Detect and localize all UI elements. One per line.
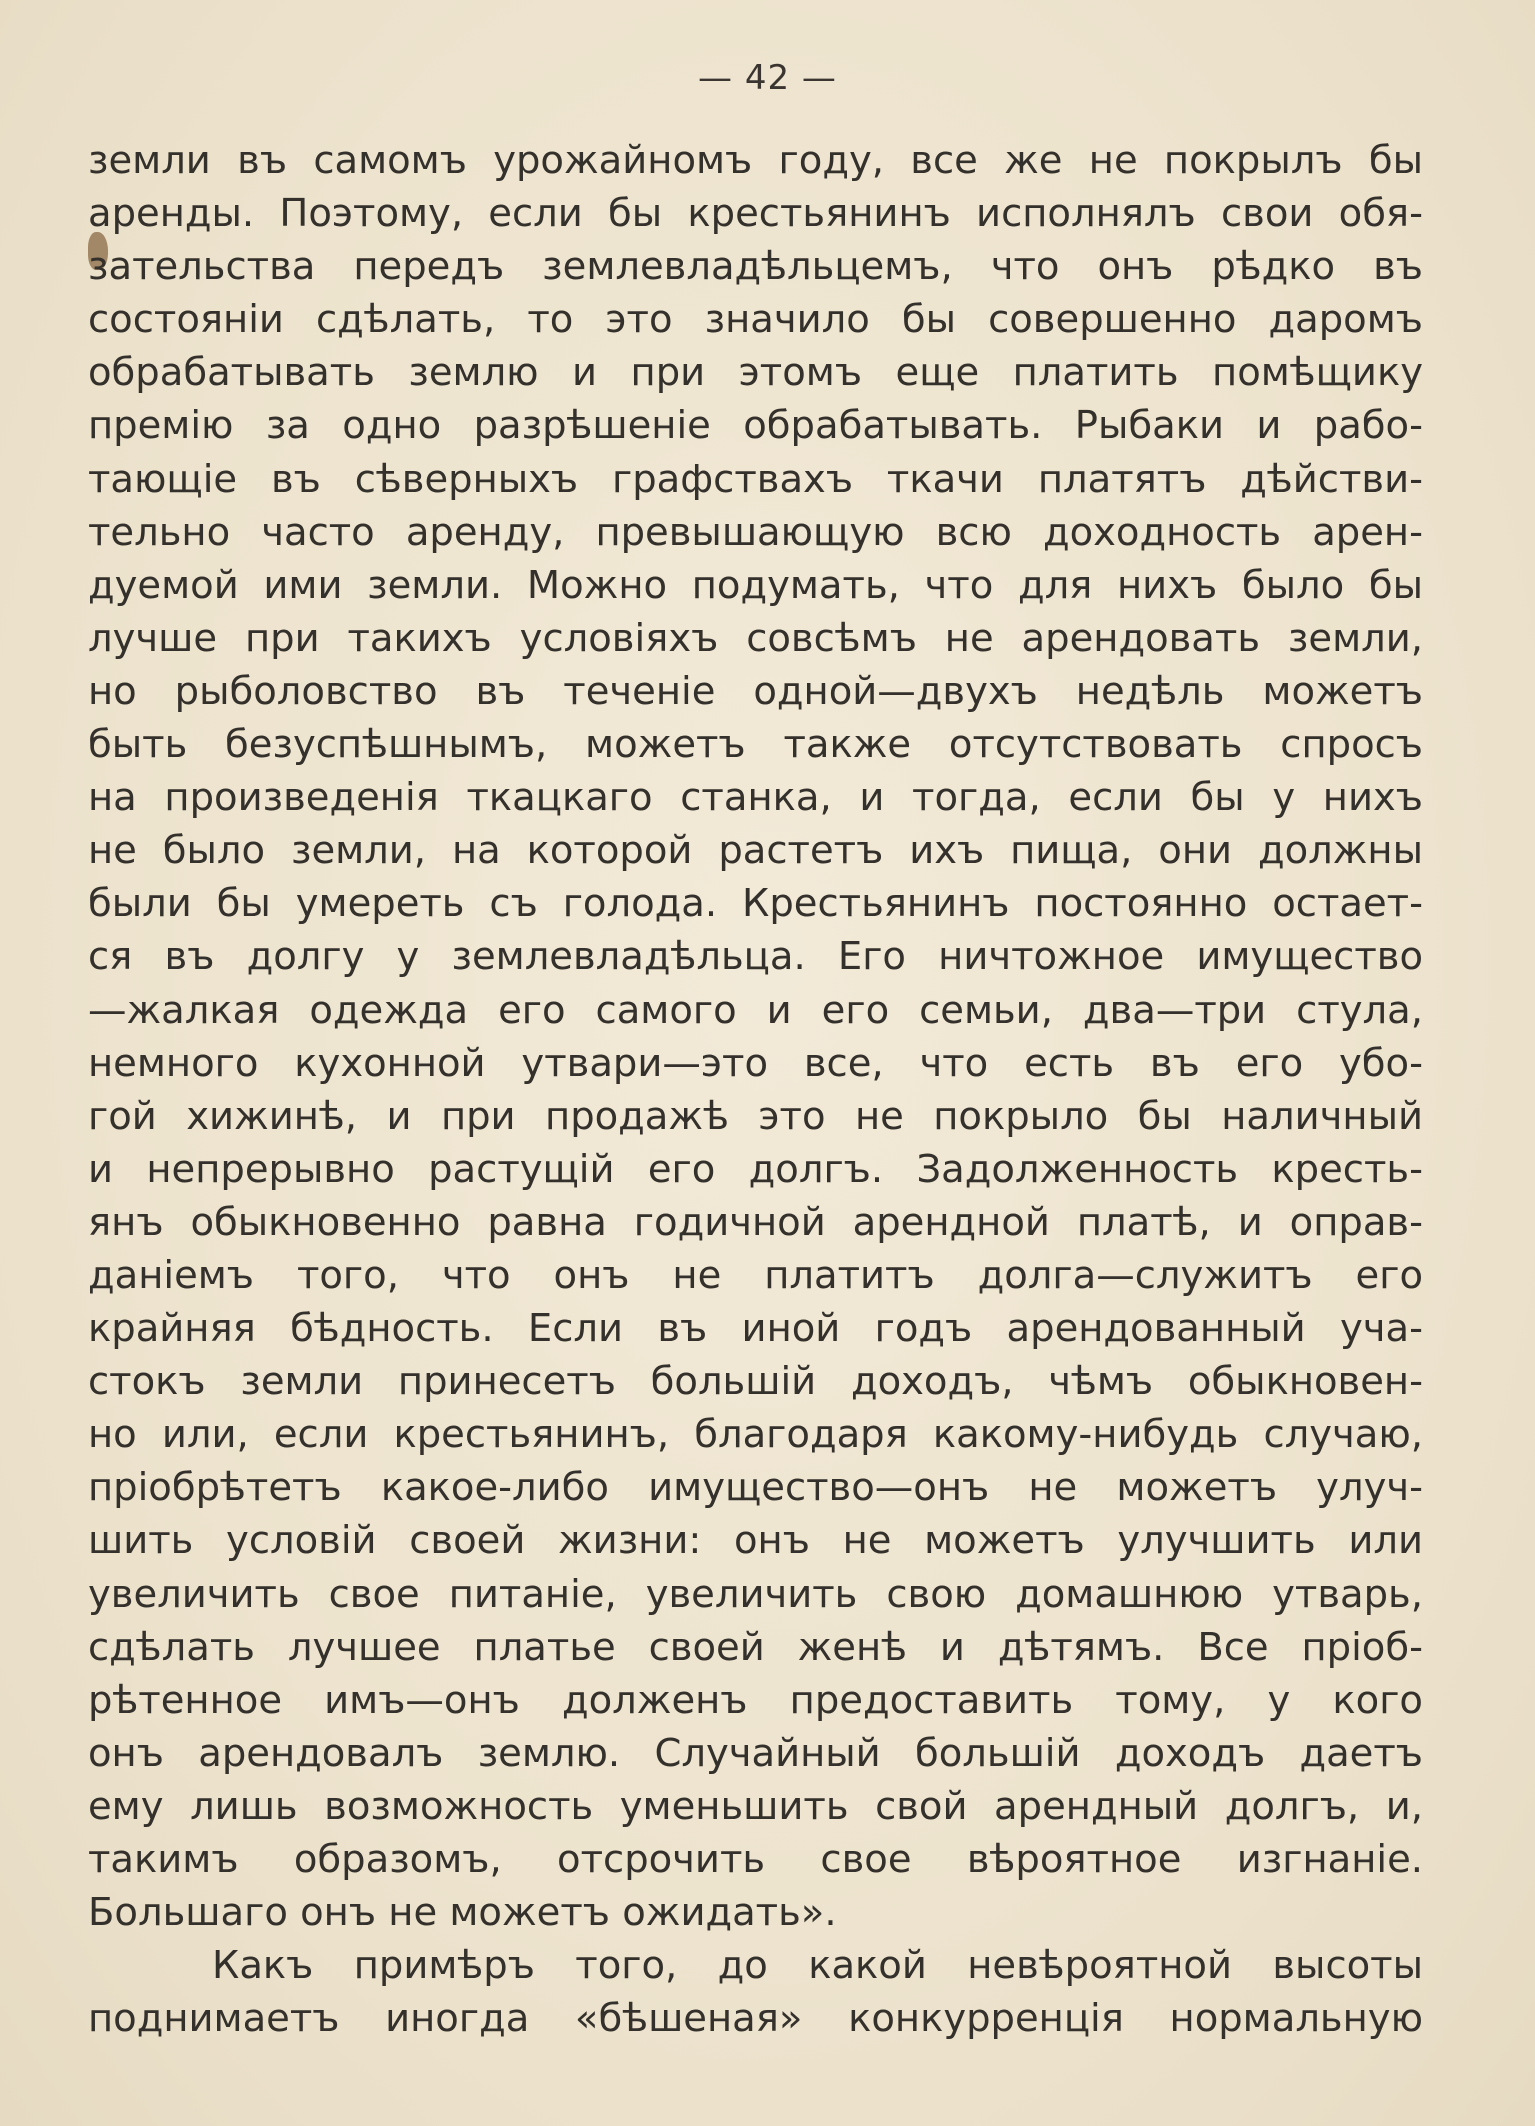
text-line: зательства передъ землевладѣльцемъ, что онъ рѣдко въ bbox=[88, 244, 1423, 290]
text-line: дуемой ими земли. Можно подумать, что для нихъ было бы bbox=[88, 562, 1423, 608]
text-line: сдѣлать лучшее платье своей женѣ и дѣтямъ. Все прiоб- bbox=[88, 1624, 1423, 1670]
text-line: стокъ земли принесетъ большiй доходъ, чѣмъ обыкновен- bbox=[88, 1359, 1423, 1405]
text-line: гой хижинѣ, и при продажѣ это не покрыло бы наличный bbox=[88, 1093, 1423, 1139]
text-line: на произведенiя ткацкаго станка, и тогда, если бы у нихъ bbox=[88, 775, 1423, 821]
paragraph-end-line: Большаго онъ не можетъ ожидать». bbox=[88, 1890, 837, 1936]
text-line: аренды. Поэтому, если бы крестьянинъ исполнялъ свои обя- bbox=[88, 191, 1423, 237]
text-line: лучше при такихъ условiяхъ совсѣмъ не арендовать земли, bbox=[88, 615, 1423, 661]
text-line: премiю за одно разрѣшенiе обрабатывать. Рыбаки и рабо- bbox=[88, 403, 1423, 449]
text-line: немного кухонной утвари—это все, что есть въ его убо- bbox=[88, 1040, 1423, 1086]
body-text bbox=[88, 134, 1423, 2045]
paragraph-start-line: Какъ примѣръ того, до какой невѣроятной высоты bbox=[212, 1943, 1423, 1989]
text-line: такимъ образомъ, отсрочить свое вѣроятное изгнанiе. bbox=[88, 1837, 1423, 1882]
text-line: увеличить свое питанiе, увеличить свою домашнюю утварь, bbox=[88, 1571, 1423, 1617]
text-line: были бы умереть съ голода. Крестьянинъ постоянно остает- bbox=[88, 881, 1423, 927]
text-line: быть безуспѣшнымъ, можетъ также отсутствовать спросъ bbox=[88, 722, 1423, 768]
text-line: поднимаетъ иногда «бѣшеная» конкурренцiя нормальную bbox=[88, 1996, 1423, 2042]
text-line: тающiе въ сѣверныхъ графствахъ ткачи платятъ дѣйстви- bbox=[88, 456, 1423, 502]
text-line: ему лишь возможность уменьшить свой арендный долгъ, и, bbox=[88, 1783, 1423, 1829]
text-line: онъ арендовалъ землю. Случайный большiй доходъ даетъ bbox=[88, 1730, 1423, 1776]
text-line: крайняя бѣдность. Если въ иной годъ арендованный уча- bbox=[88, 1306, 1423, 1352]
text-line: но или, если крестьянинъ, благодаря какому-нибудь случаю, bbox=[88, 1412, 1423, 1458]
text-line: обрабатывать землю и при этомъ еще платить помѣщику bbox=[88, 350, 1423, 396]
page-number: — 42 — bbox=[698, 58, 837, 98]
text-line: не было земли, на которой растетъ ихъ пища, они должны bbox=[88, 828, 1423, 874]
text-line: тельно часто аренду, превышающую всю доходность арен- bbox=[88, 509, 1423, 555]
text-line: данiемъ того, что онъ не платитъ долга—служитъ его bbox=[88, 1252, 1423, 1298]
text-line: ся въ долгу у землевладѣльца. Его ничтожное имущество bbox=[88, 934, 1423, 980]
text-line: прiобрѣтетъ какое-либо имущество—онъ не можетъ улуч- bbox=[88, 1465, 1423, 1511]
text-line: рѣтенное имъ—онъ долженъ предоставить тому, у кого bbox=[88, 1677, 1423, 1723]
text-line: состоянiи сдѣлать, то это значило бы совершенно даромъ bbox=[88, 297, 1423, 343]
text-line: шить условiй своей жизни: онъ не можетъ улучшить или bbox=[88, 1518, 1423, 1564]
text-line: но рыболовство въ теченiе одной—двухъ недѣль можетъ bbox=[88, 668, 1423, 714]
text-line: земли въ самомъ урожайномъ году, все же не покрылъ бы bbox=[88, 138, 1423, 183]
text-line: и непрерывно растущiй его долгъ. Задолженность кресть- bbox=[88, 1146, 1423, 1192]
text-line: янъ обыкновенно равна годичной арендной платѣ, и оправ- bbox=[88, 1199, 1423, 1245]
text-line: —жалкая одежда его самого и его семьи, два—три стула, bbox=[88, 987, 1423, 1033]
